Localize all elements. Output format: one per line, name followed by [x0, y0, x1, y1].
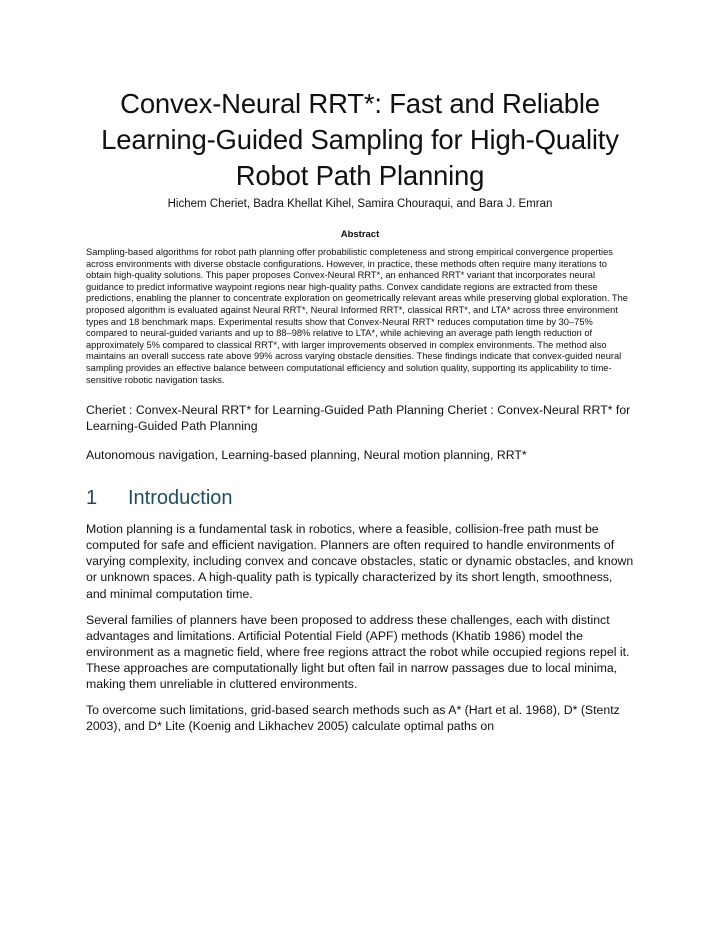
abstract-text: Sampling-based algorithms for robot path planning offer probabilistic completeness and strong empirical convergence properties across environments with diverse obstacle configurations. However, in practice, these methods often require many iterations to obtain high-quality solutions. This paper proposes Convex-Neural RRT*, an enhanced RRT* variant that incorporates neural guidance to predict informative waypoint regions near high-quality paths. Convex candidate regions are extracted from these predictions, enabling the planner to concentrate exploration on geometrically relevant areas while preserving global exploration. The proposed algorithm is evaluated against Neural RRT*, Neural Informed RRT*, classical RRT*, and LTA* across three environment types and 18 benchmark maps. Experimental results show that Convex-Neural RRT* reduces computation time by 30–75% compared to neural-guided variants and up to 88–98% relative to LTA*, while achieving an average path length reduction of approximately 5% compared to classical RRT*, with larger improvements observed in complex environments. The method also maintains an overall success rate above 99% across varying obstacle densities. These findings indicate that convex-guided neural sampling provides an effective balance between computational efficiency and solution quality, supporting its applicability to time-sensitive robotic navigation tasks. — [86, 247, 628, 385]
section-title: Introduction — [128, 487, 233, 510]
keywords: Autonomous navigation, Learning-based planning, Neural motion planning, RRT* — [86, 448, 527, 463]
paragraph: Motion planning is a fundamental task in robotics, where a feasible, collision-free path must be computed for safe and efficient navigation. Planners are often required to handle environments of varying complexity, including convex and concave obstacles, static or dynamic obstacles, and known or unknown spaces. A high-quality path is typically characterized by its short length, smoothness, and minimal computation time. — [86, 522, 634, 601]
abstract-heading: Abstract — [340, 229, 380, 240]
running-head: Cheriet : Convex-Neural RRT* for Learning-Guided Path Planning Cheriet : Convex-Neural RRT* for Learning-Guided Path Planning — [86, 403, 631, 434]
author-list: Hichem Cheriet, Badra Khellat Kihel, Samira Chouraqui, and Bara J. Emran — [167, 198, 553, 210]
paper-page — [86, 86, 634, 734]
section-heading-introduction — [86, 485, 634, 511]
paper-title: Convex-Neural RRT*: Fast and Reliable Learning-Guided Sampling for High-Quality Robot Path Planning — [101, 88, 619, 191]
paragraph: To overcome such limitations, grid-based search methods such as A* (Hart et al. 1968), D* (Stentz 2003), and D* Lite (Koenig and Likhachev 2005) calculate optimal paths on — [86, 703, 620, 734]
section-number: 1 — [86, 487, 98, 510]
paragraph: Several families of planners have been proposed to address these challenges, each with distinct advantages and limitations. Artificial Potential Field (APF) methods (Khatib 1986) model the environment as a magnetic field, where free regions attract the robot while occupied regions repel it. These approaches are computationally light but often fail in narrow passages due to local minima, making them unreliable in cluttered environments. — [86, 612, 630, 691]
